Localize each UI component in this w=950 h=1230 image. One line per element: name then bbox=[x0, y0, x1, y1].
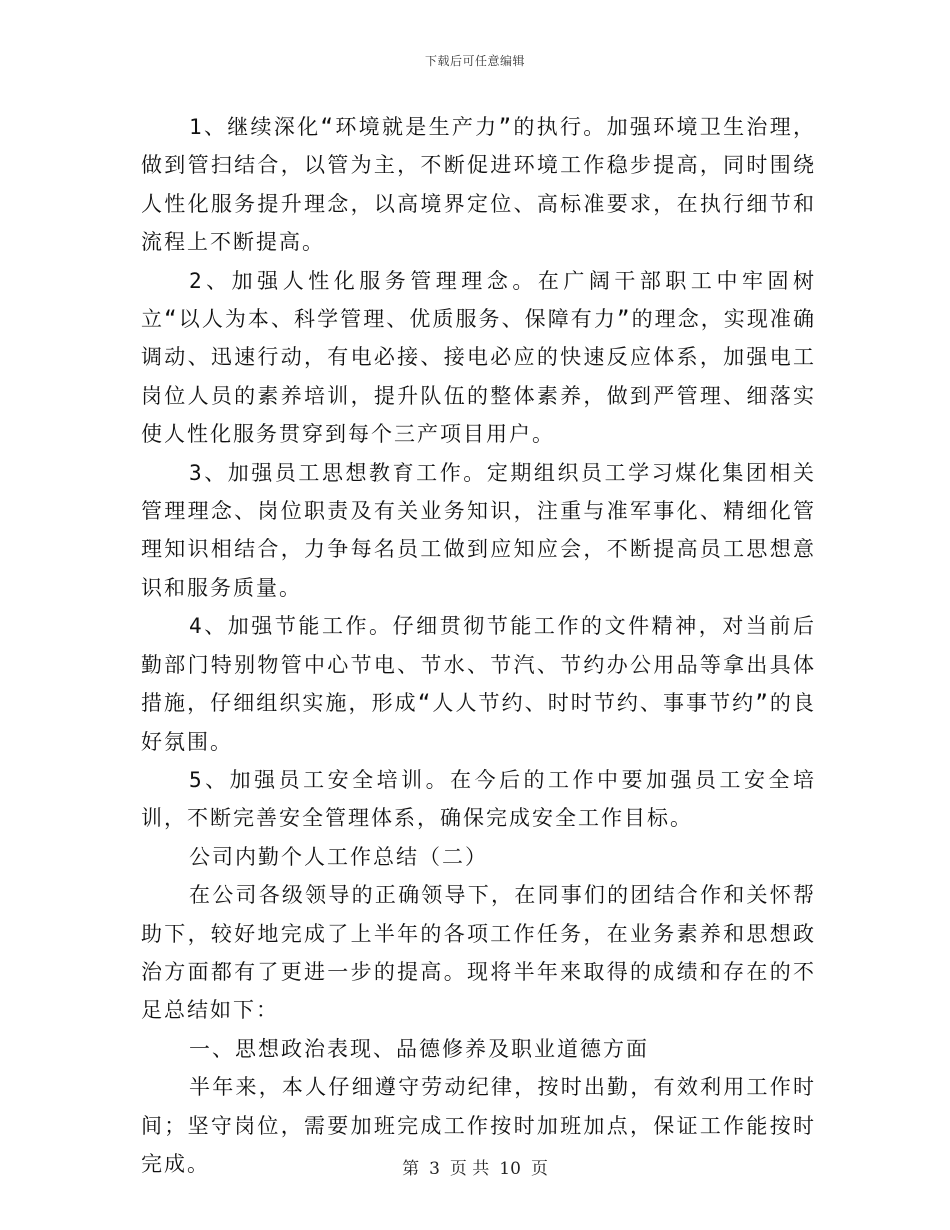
document-body bbox=[141, 108, 816, 1183]
paragraph-item-4: 4、加强节能工作。仔细贯彻节能工作的文件精神，对当前后勤部门特别物管中心节电、节水、节汽、节约办公用品等拿出具体措施，仔细组织实施，形成“人人节约、时时节约、事事节约”的良好氛围。 bbox=[141, 614, 816, 754]
paragraph-item-2: 2、加强人性化服务管理理念。在广阔干部职工中牢固树立“以人为本、科学管理、优质服务、保障有力”的理念，实现准确调动、迅速行动，有电必接、接电必应的快速反应体系，加强电工岗位人员的素养培训，提升队伍的整体素养，做到严管理、细落实使人性化服务贯穿到每个三产项目用户。 bbox=[141, 268, 816, 447]
footer-mid: 页 共 bbox=[449, 1159, 490, 1179]
footer-prefix: 第 bbox=[402, 1159, 420, 1179]
paragraph-item-1: 1、继续深化“环境就是生产力”的执行。加强环境卫生治理，做到管扫结合，以管为主，不断促进环境工作稳步提高，同时围绕人性化服务提升理念，以高境界定位、高标准要求，在执行细节和流程上不断提高。 bbox=[141, 115, 816, 255]
subsection-heading: 一、思想政治表现、品德修养及职业道德方面 bbox=[189, 1036, 649, 1061]
total-pages-number: 10 bbox=[499, 1159, 521, 1179]
paragraph-item-5: 5、加强员工安全培训。在今后的工作中要加强员工安全培训，不断完善安全管理体系，确保完成安全工作目标。 bbox=[141, 767, 816, 831]
page-header: 下载后可任意编辑 bbox=[424, 54, 525, 68]
paragraph-item-3: 3、加强员工思想教育工作。定期组织员工学习煤化集团相关管理理念、岗位职责及有关业务知识，注重与准军事化、精细化管理知识相结合，力争每名员工做到应知应会，不断提高员工思想意识和服务质量。 bbox=[141, 460, 816, 600]
intro-paragraph: 在公司各级领导的正确领导下，在同事们的团结合作和关怀帮助下，较好地完成了上半年的各项工作任务，在业务素养和思想政治方面都有了更进一步的提高。现将半年来取得的成绩和存在的不足总结如下： bbox=[141, 883, 816, 1023]
body-paragraph: 半年来，本人仔细遵守劳动纪律，按时出勤，有效利用工作时间；坚守岗位，需要加班完成工作按时加班加点，保证工作能按时完成。 bbox=[141, 1075, 816, 1176]
current-page-number: 3 bbox=[429, 1159, 440, 1179]
page-footer bbox=[0, 1154, 950, 1179]
footer-suffix: 页 bbox=[530, 1159, 548, 1179]
section-title: 公司内勤个人工作总结（二） bbox=[189, 844, 488, 869]
